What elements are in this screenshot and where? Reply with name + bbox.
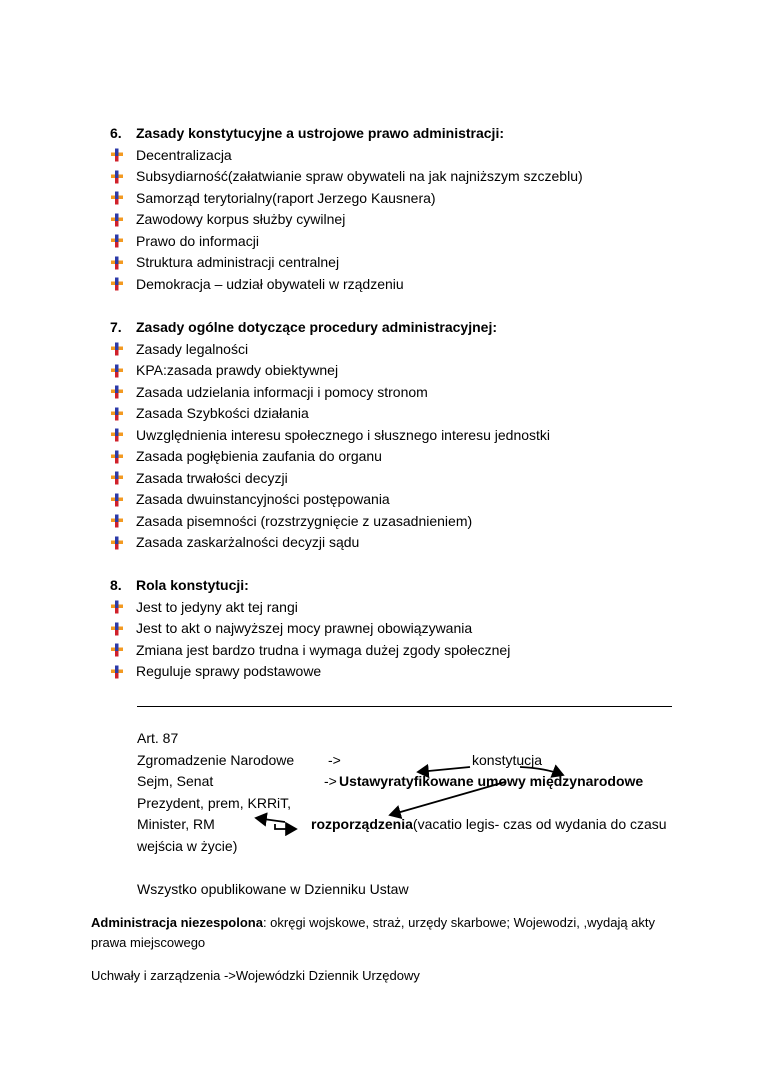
colored-cross-bullet-icon xyxy=(110,403,136,425)
section-8 xyxy=(110,575,710,683)
list-item xyxy=(110,532,710,554)
list-item xyxy=(110,489,710,511)
list-item-text: Zasada pisemności (rozstrzygnięcie z uzasadnieniem) xyxy=(136,512,473,529)
colored-cross-bullet-icon xyxy=(110,618,136,640)
list-item-text: Zmiana jest bardzo trudna i wymaga dużej zgody społecznej xyxy=(136,641,511,658)
section-heading xyxy=(110,317,710,339)
section-number: 7. xyxy=(110,319,122,335)
list-item xyxy=(110,360,710,382)
list-item xyxy=(110,640,710,662)
list-item xyxy=(110,597,710,619)
list-item-text: Subsydiarność(załatwianie spraw obywateli na jak najniższym szczeblu) xyxy=(136,168,583,184)
list-item xyxy=(110,425,710,447)
list-item-text: Zasada Szybkości działania xyxy=(136,405,309,421)
note-bold: Administracja niezespolona xyxy=(91,915,263,930)
row-right: konstytucja xyxy=(472,751,543,768)
colored-cross-bullet-icon xyxy=(110,188,136,210)
colored-cross-bullet-icon xyxy=(110,468,136,490)
list-item xyxy=(110,382,710,404)
note-line2: prawa miejscowego xyxy=(91,935,206,950)
list-item xyxy=(110,145,710,167)
list-item-text: Samorząd terytorialny(raport Jerzego Kausnera) xyxy=(136,189,436,206)
list-item-text: Struktura administracji centralnej xyxy=(136,254,340,270)
colored-cross-bullet-icon xyxy=(110,166,136,188)
article-87-block xyxy=(137,728,697,900)
colored-cross-bullet-icon xyxy=(110,532,136,554)
row-right-bold: rozporządzenia xyxy=(311,816,413,832)
section-title: Zasady ogólne dotyczące procedury administracyjnej: xyxy=(136,319,497,335)
section-heading xyxy=(110,575,710,597)
list-item-text: Decentralizacja xyxy=(136,146,232,163)
bullet-list xyxy=(110,145,710,296)
section-number: 6. xyxy=(110,125,122,141)
note-uchwaly: Uchwały i zarządzenia ->Wojewódzki Dziennik Urzędowy xyxy=(91,968,420,983)
list-item-text: Zasada zaskarżalności decyzji sądu xyxy=(136,534,360,550)
list-item xyxy=(110,661,710,683)
list-item xyxy=(110,252,710,274)
article-footer: Wszystko opublikowane w Dzienniku Ustaw xyxy=(137,880,409,897)
colored-cross-bullet-icon xyxy=(110,339,136,361)
colored-cross-bullet-icon xyxy=(110,360,136,382)
note-rest: : okręgi wojskowe, straż, urzędy skarbowe; Wojewodzi, ,wydają akty xyxy=(262,915,656,930)
row-left: Sejm, Senat xyxy=(137,773,214,789)
list-item xyxy=(110,231,710,253)
bullet-list xyxy=(110,339,710,554)
colored-cross-bullet-icon xyxy=(110,274,136,296)
article-row-4 xyxy=(137,814,697,836)
article-row-3 xyxy=(137,793,697,815)
section-title: Zasady konstytucyjne a ustrojowe prawo administracji: xyxy=(136,125,504,141)
list-item xyxy=(110,403,710,425)
colored-cross-bullet-icon xyxy=(110,382,136,404)
colored-cross-bullet-icon xyxy=(110,446,136,468)
list-item-text: Reguluje sprawy podstawowe xyxy=(136,663,322,679)
colored-cross-bullet-icon xyxy=(110,145,136,167)
row-left: Prezydent, prem, KRRiT, xyxy=(137,794,292,811)
list-item xyxy=(110,468,710,490)
list-item-text: Zasada dwuinstancyjności postępowania xyxy=(136,491,390,507)
article-row-5 xyxy=(137,836,697,858)
row-left: Zgromadzenie Narodowe xyxy=(137,751,295,768)
row-right: Ustawyratyfikowane umowy międzynarodowe xyxy=(339,773,644,789)
list-item xyxy=(110,446,710,468)
list-item xyxy=(110,188,710,210)
colored-cross-bullet-icon xyxy=(110,489,136,511)
list-item-text: Jest to akt o najwyższej mocy prawnej obowiązywania xyxy=(136,620,473,636)
horizontal-divider xyxy=(137,706,672,707)
colored-cross-bullet-icon xyxy=(110,511,136,533)
section-title: Rola konstytucji: xyxy=(136,577,249,593)
list-item-text: Zasada trwałości decyzji xyxy=(136,469,288,486)
colored-cross-bullet-icon xyxy=(110,252,136,274)
section-number: 8. xyxy=(110,577,122,593)
list-item-text: Prawo do informacji xyxy=(136,232,259,249)
section-6 xyxy=(110,123,710,295)
colored-cross-bullet-icon xyxy=(110,231,136,253)
list-item-text: Jest to jedyny akt tej rangi xyxy=(136,598,298,615)
row-left: Minister, RM xyxy=(137,816,215,832)
colored-cross-bullet-icon xyxy=(110,209,136,231)
list-item xyxy=(110,511,710,533)
row-arrow: -> xyxy=(324,773,337,789)
article-row-2 xyxy=(137,771,697,793)
list-item xyxy=(110,274,710,296)
row-left: wejścia w życie) xyxy=(137,837,238,854)
colored-cross-bullet-icon xyxy=(110,425,136,447)
list-item-text: Demokracja – udział obywateli w rządzeniu xyxy=(136,275,404,292)
list-item-text: Zasada pogłębienia zaufania do organu xyxy=(136,448,382,464)
section-7 xyxy=(110,317,710,554)
list-item xyxy=(110,339,710,361)
article-title: Art. 87 xyxy=(137,730,179,746)
list-item xyxy=(110,209,710,231)
colored-cross-bullet-icon xyxy=(110,597,136,619)
colored-cross-bullet-icon xyxy=(110,640,136,662)
list-item-text: Zasady legalności xyxy=(136,340,249,357)
note-niezespolona xyxy=(91,913,691,953)
section-heading xyxy=(110,123,710,145)
row-arrow: -> xyxy=(328,751,341,768)
spacer xyxy=(137,857,697,879)
list-item-text: Zasada udzielania informacji i pomocy stronom xyxy=(136,383,428,400)
colored-cross-bullet-icon xyxy=(110,661,136,683)
bullet-list xyxy=(110,597,710,683)
row-right-rest: (vacatio legis- czas od wydania do czasu xyxy=(412,816,667,832)
list-item-text: KPA:zasada prawdy obiektywnej xyxy=(136,362,339,378)
list-item-text: Uwzględnienia interesu społecznego i słusznego interesu jednostki xyxy=(136,426,551,443)
list-item xyxy=(110,618,710,640)
article-row-1 xyxy=(137,750,697,772)
list-item-text: Zawodowy korpus służby cywilnej xyxy=(136,211,346,227)
list-item xyxy=(110,166,710,188)
row-right xyxy=(311,814,667,836)
